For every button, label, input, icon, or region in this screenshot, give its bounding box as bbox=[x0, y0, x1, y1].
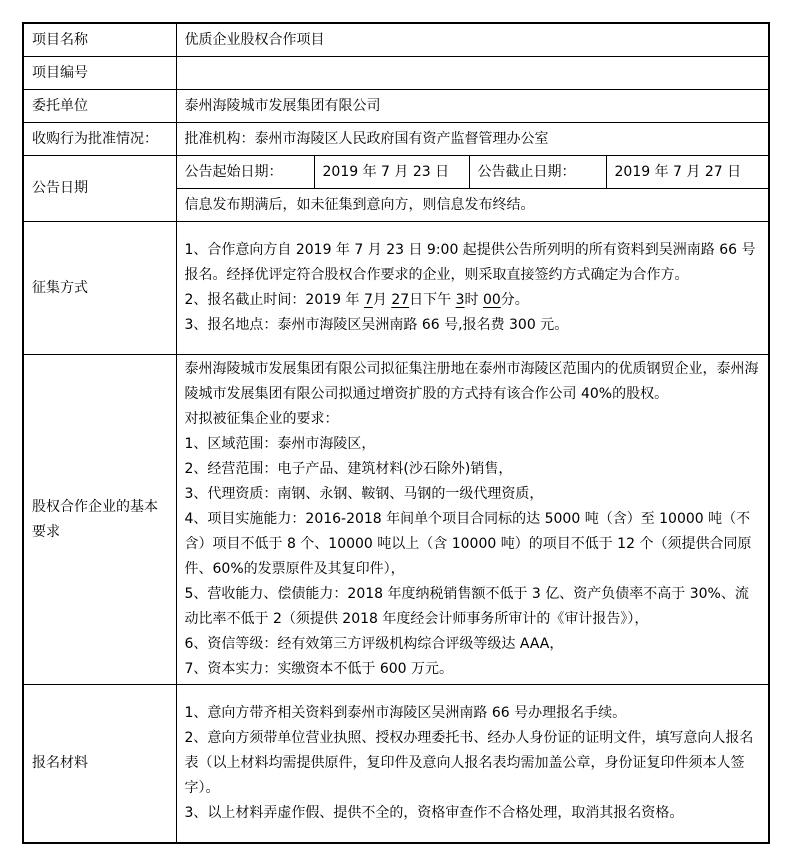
acquisition-approval-value: 批准机构：泰州市海陵区人民政府国有资产监督管理办公室 bbox=[176, 123, 769, 156]
table-row-acquisition-approval bbox=[23, 123, 769, 156]
acquisition-approval-label: 收购行为批准情况： bbox=[23, 123, 176, 156]
materials-item-1: 1、意向方带齐相关资料到泰州市海陵区吴洲南路 66 号办理报名手续。 bbox=[184, 705, 627, 721]
announcement-start-date-value: 2019 年 7 月 23 日 bbox=[314, 156, 469, 189]
deadline-hour-underlined: 3 bbox=[455, 292, 465, 308]
application-materials-value bbox=[176, 685, 769, 844]
entrusting-unit-value: 泰州海陵城市发展集团有限公司 bbox=[176, 90, 769, 123]
project-name-value: 优质企业股权合作项目 bbox=[176, 23, 769, 57]
requirement-item-4: 4、项目实施能力：2016-2018 年间单个项目合同标的达 5000 吨（含）至 10000 吨（不含）项目不低于 8 个、10000 吨以上（含 10000 吨）的项目不低于 12 个（须提供合同原件、60%的发票原件及其复印件）， bbox=[184, 511, 752, 577]
table-row-basic-requirements bbox=[23, 355, 769, 685]
solicitation-method-value bbox=[176, 222, 769, 355]
basic-requirements-label: 股权合作企业的基本要求 bbox=[23, 355, 176, 685]
project-number-label: 项目编号 bbox=[23, 57, 176, 90]
basic-requirements-value bbox=[176, 355, 769, 685]
table-row-project-name bbox=[23, 23, 769, 57]
deadline-segment: 2、报名截止时间：2019 年 bbox=[184, 292, 364, 308]
deadline-day-underlined: 27 bbox=[391, 292, 410, 308]
deadline-minute-underlined: 00 bbox=[482, 292, 501, 308]
requirements-intro: 泰州海陵城市发展集团有限公司拟征集注册地在泰州市海陵区范围内的优质钢贸企业，泰州海陵城市发展集团有限公司拟通过增资扩股的方式持有该合作公司 40%的股权。 bbox=[184, 361, 759, 402]
deadline-segment: 时 bbox=[464, 292, 483, 308]
table-row-application-materials bbox=[23, 685, 769, 844]
requirement-item-5: 5、营收能力、偿债能力：2018 年度纳税销售额不低于 3 亿、资产负债率不高于 30%、流动比率不低于 2（须提供 2018 年度经会计师事务所审计的《审计报告》）， bbox=[184, 586, 749, 627]
deadline-month-underlined: 7 bbox=[363, 292, 373, 308]
entrusting-unit-label: 委托单位 bbox=[23, 90, 176, 123]
table-row-entrusting-unit bbox=[23, 90, 769, 123]
table-row-announcement-dates bbox=[23, 156, 769, 189]
requirement-item-6: 6、资信等级：经有效第三方评级机构综合评级等级达 AAA， bbox=[184, 636, 564, 652]
deadline-segment: 分。 bbox=[500, 292, 529, 308]
project-number-value bbox=[176, 57, 769, 90]
requirement-item-1: 1、区域范围：泰州市海陵区， bbox=[184, 436, 376, 452]
deadline-segment: 月 bbox=[372, 292, 392, 308]
application-materials-label: 报名材料 bbox=[23, 685, 176, 844]
solicitation-item-1: 1、合作意向方自 2019 年 7 月 23 日 9:00 起提供公告所列明的所有资料到吴洲南路 66 号报名。经择优评定符合股权合作要求的企业，则采取直接签约方式确定为合作方。 bbox=[184, 242, 756, 283]
announcement-date-label: 公告日期 bbox=[23, 156, 176, 222]
project-announcement-table bbox=[22, 22, 770, 844]
requirement-item-7: 7、资本实力：实缴资本不低于 600 万元。 bbox=[184, 661, 454, 677]
table-row-project-number bbox=[23, 57, 769, 90]
announcement-start-date-label: 公告起始日期： bbox=[176, 156, 314, 189]
requirement-item-3: 3、代理资质：南钢、永钢、鞍钢、马钢的一级代理资质， bbox=[184, 486, 544, 502]
requirement-item-2: 2、经营范围：电子产品、建筑材料(沙石除外)销售， bbox=[184, 461, 513, 477]
solicitation-item-3: 3、报名地点：泰州市海陵区吴洲南路 66 号,报名费 300 元。 bbox=[184, 317, 569, 333]
deadline-segment: 日下午 bbox=[409, 292, 456, 308]
materials-item-2: 2、意向方须带单位营业执照、授权办理委托书、经办人身份证的证明文件，填写意向人报名表（以上材料均需提供原件，复印件及意向人报名表均需加盖公章，身份证复印件须本人签字）。 bbox=[184, 730, 754, 796]
requirements-subtitle: 对拟被征集企业的要求： bbox=[184, 411, 339, 427]
solicitation-method-label: 征集方式 bbox=[23, 222, 176, 355]
materials-item-3: 3、以上材料弄虚作假、提供不全的，资格审查作不合格处理，取消其报名资格。 bbox=[184, 805, 684, 821]
announcement-end-date-value: 2019 年 7 月 27 日 bbox=[606, 156, 769, 189]
announcement-note: 信息发布期满后，如未征集到意向方，则信息发布终结。 bbox=[176, 189, 769, 222]
table-row-solicitation-method bbox=[23, 222, 769, 355]
announcement-end-date-label: 公告截止日期： bbox=[469, 156, 606, 189]
solicitation-item-2 bbox=[185, 288, 761, 313]
project-name-label: 项目名称 bbox=[23, 23, 176, 57]
